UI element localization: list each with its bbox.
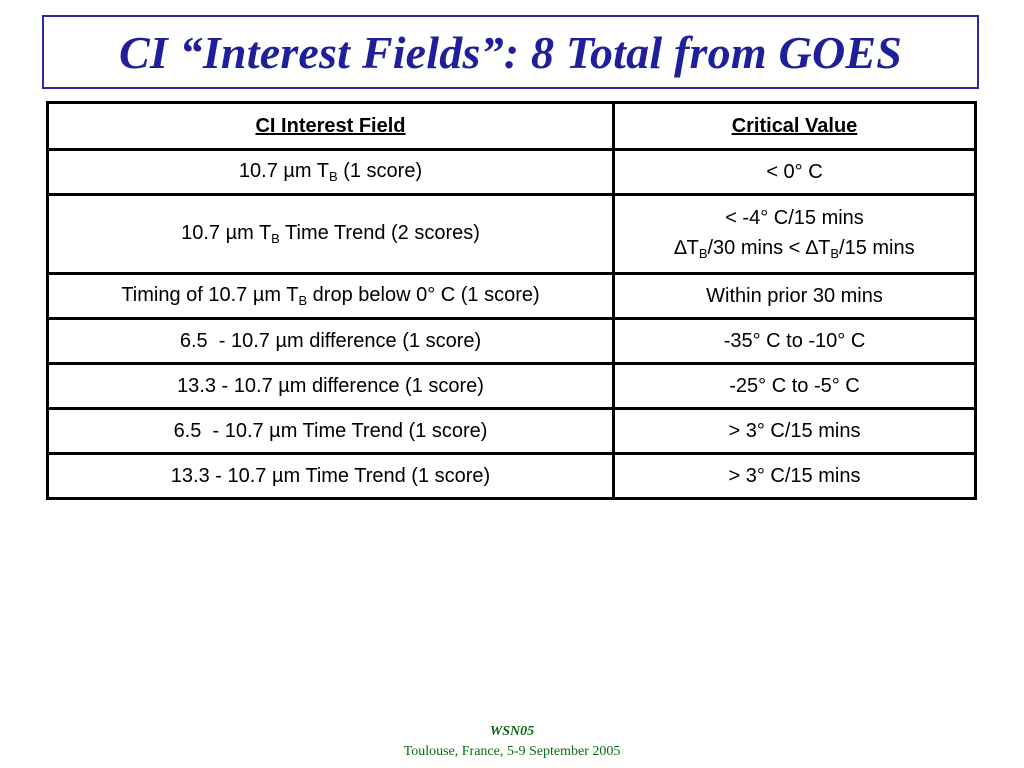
value-cell: -25° C to -5° C [614,364,976,409]
value-cell [614,195,976,274]
interest-fields-table [46,101,977,500]
footer-event: WSN05 [489,724,535,739]
field-cell: 10.7 µm $T_B$ Time Trend (2 scores) [48,195,614,274]
value-cell: < 0° C [614,150,976,195]
table-row [48,409,976,454]
table-row [48,454,976,499]
field-cell: 6.5 - 10.7 µm difference (1 score) [48,319,614,364]
field-cell: 13.3 - 10.7 µm Time Trend (1 score) [48,454,614,499]
footer-place: Toulouse, France, 5-9 September 2005 [403,744,621,759]
field-cell: 13.3 - 10.7 µm difference (1 score) [48,364,614,409]
slide-title: CI “Interest Fields”: 8 Total from GOES [118,26,903,78]
value-cell: > 3° C/15 mins [614,409,976,454]
header-critical-value: Critical Value [614,103,976,150]
value-cell: > 3° C/15 mins [614,454,976,499]
table-row [48,364,976,409]
table-row [48,274,976,319]
table-header-row [48,103,976,150]
value-line-1: < -4° C/15 mins [725,207,864,229]
table-row [48,319,976,364]
title-box [42,15,979,89]
value-cell: -35° C to -10° C [614,319,976,364]
value-line-2: $\Delta T_B/30$ $\min s < \Delta T_B/15$ mins [674,237,915,261]
value-cell: Within prior 30 mins [614,274,976,319]
field-cell: 6.5 - 10.7 µm Time Trend (1 score) [48,409,614,454]
field-cell: 10.7 µm $T_B$ (1 score) [48,150,614,195]
field-cell: Timing of 10.7 µm $T_B$ drop below 0° C (1 score) [48,274,614,319]
header-interest-field: CI Interest Field [48,103,614,150]
table-row [48,195,976,274]
table-row [48,150,976,195]
